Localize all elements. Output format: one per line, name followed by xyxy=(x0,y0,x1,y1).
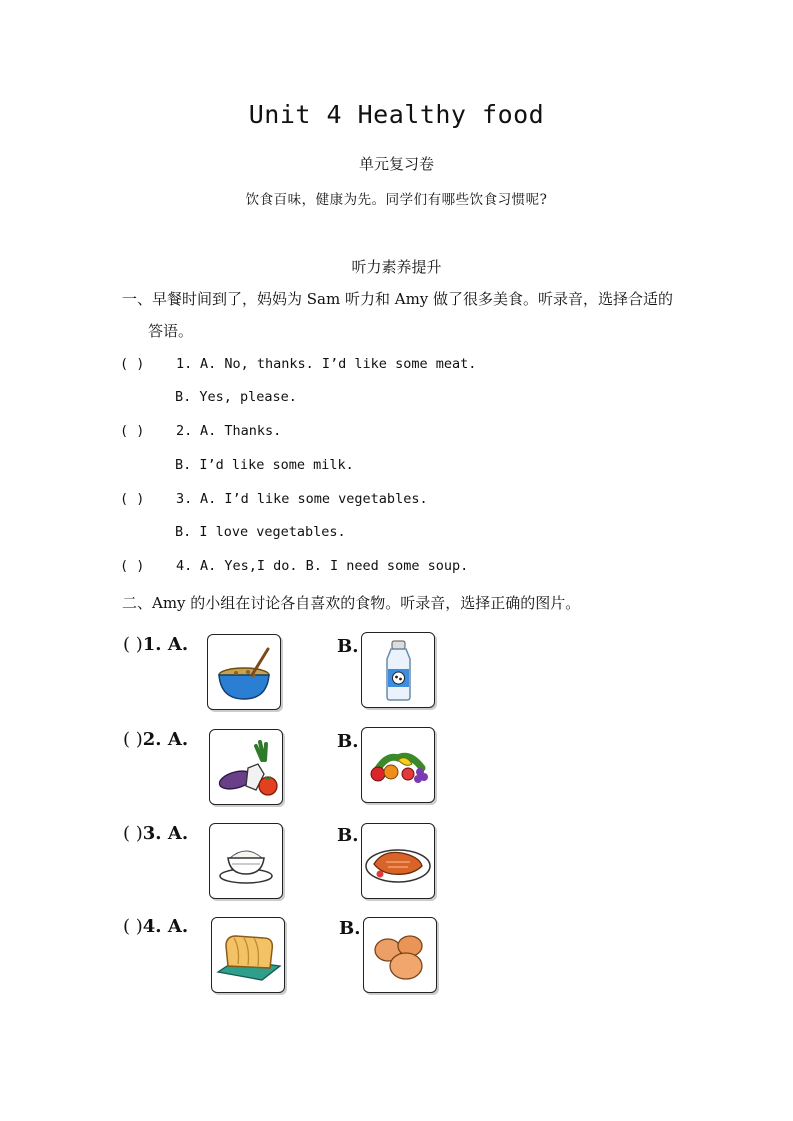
section-heading: 听力素养提升 xyxy=(351,258,442,276)
option-a-label: A. xyxy=(167,916,189,937)
answer-blank[interactable]: ( ) xyxy=(120,491,145,507)
option-a-label: A. xyxy=(167,729,189,750)
item-number: 2. xyxy=(176,423,193,439)
answer-blank[interactable]: ( ) xyxy=(120,356,145,372)
bread-icon[interactable] xyxy=(211,917,285,993)
answer-blank[interactable]: ( ) xyxy=(120,423,145,439)
rice-bowl-icon[interactable] xyxy=(209,823,283,899)
option-a-label: A. xyxy=(167,634,189,655)
part1-instruction-line1: 一、早餐时间到了，妈妈为 Sam 听力和 Amy 做了很多美食。听录音，选择合适的 xyxy=(122,290,674,308)
answer-blank[interactable]: ( ) xyxy=(123,823,143,844)
item-number: 2. xyxy=(142,729,162,750)
vegetables-icon[interactable] xyxy=(209,729,283,805)
page-subtitle: 单元复习卷 xyxy=(358,155,434,173)
part1-instruction-line2: 答语。 xyxy=(148,322,194,340)
option-a-and-b: A. Yes,I do. B. I need some soup. xyxy=(200,558,469,574)
option-a-label: A. xyxy=(167,823,189,844)
item-number: 4. xyxy=(142,916,162,937)
item-number: 3. xyxy=(176,491,193,507)
fish-plate-icon[interactable] xyxy=(361,823,435,899)
intro-text: 饮食百味，健康为先。同学们有哪些饮食习惯呢? xyxy=(245,192,548,208)
option-a: A. No, thanks. I’d like some meat. xyxy=(200,356,477,372)
page-title: Unit 4 Healthy food xyxy=(248,100,545,129)
answer-blank[interactable]: ( ) xyxy=(123,729,143,750)
option-b-label: B. xyxy=(337,825,359,846)
option-b: B. I love vegetables. xyxy=(175,524,346,540)
option-b-label: B. xyxy=(339,918,361,939)
answer-blank[interactable]: ( ) xyxy=(123,916,143,937)
item-number: 4. xyxy=(176,558,193,574)
answer-blank[interactable]: ( ) xyxy=(120,558,145,574)
fruit-icon[interactable] xyxy=(361,727,435,803)
item-number: 1. xyxy=(176,356,193,372)
option-b: B. Yes, please. xyxy=(175,389,297,405)
item-number: 3. xyxy=(142,823,162,844)
option-b-label: B. xyxy=(337,636,359,657)
eggs-icon[interactable] xyxy=(363,917,437,993)
milk-bottle-icon[interactable] xyxy=(361,632,435,708)
answer-blank[interactable]: ( ) xyxy=(123,634,143,655)
option-b: B. I’d like some milk. xyxy=(175,457,354,473)
option-a: A. I’d like some vegetables. xyxy=(200,491,428,507)
option-a: A. Thanks. xyxy=(200,423,282,439)
option-b-label: B. xyxy=(337,731,359,752)
part2-instruction: 二、Amy 的小组在讨论各自喜欢的食物。听录音，选择正确的图片。 xyxy=(122,594,581,612)
noodle-bowl-icon[interactable] xyxy=(207,634,281,710)
item-number: 1. xyxy=(142,634,162,655)
